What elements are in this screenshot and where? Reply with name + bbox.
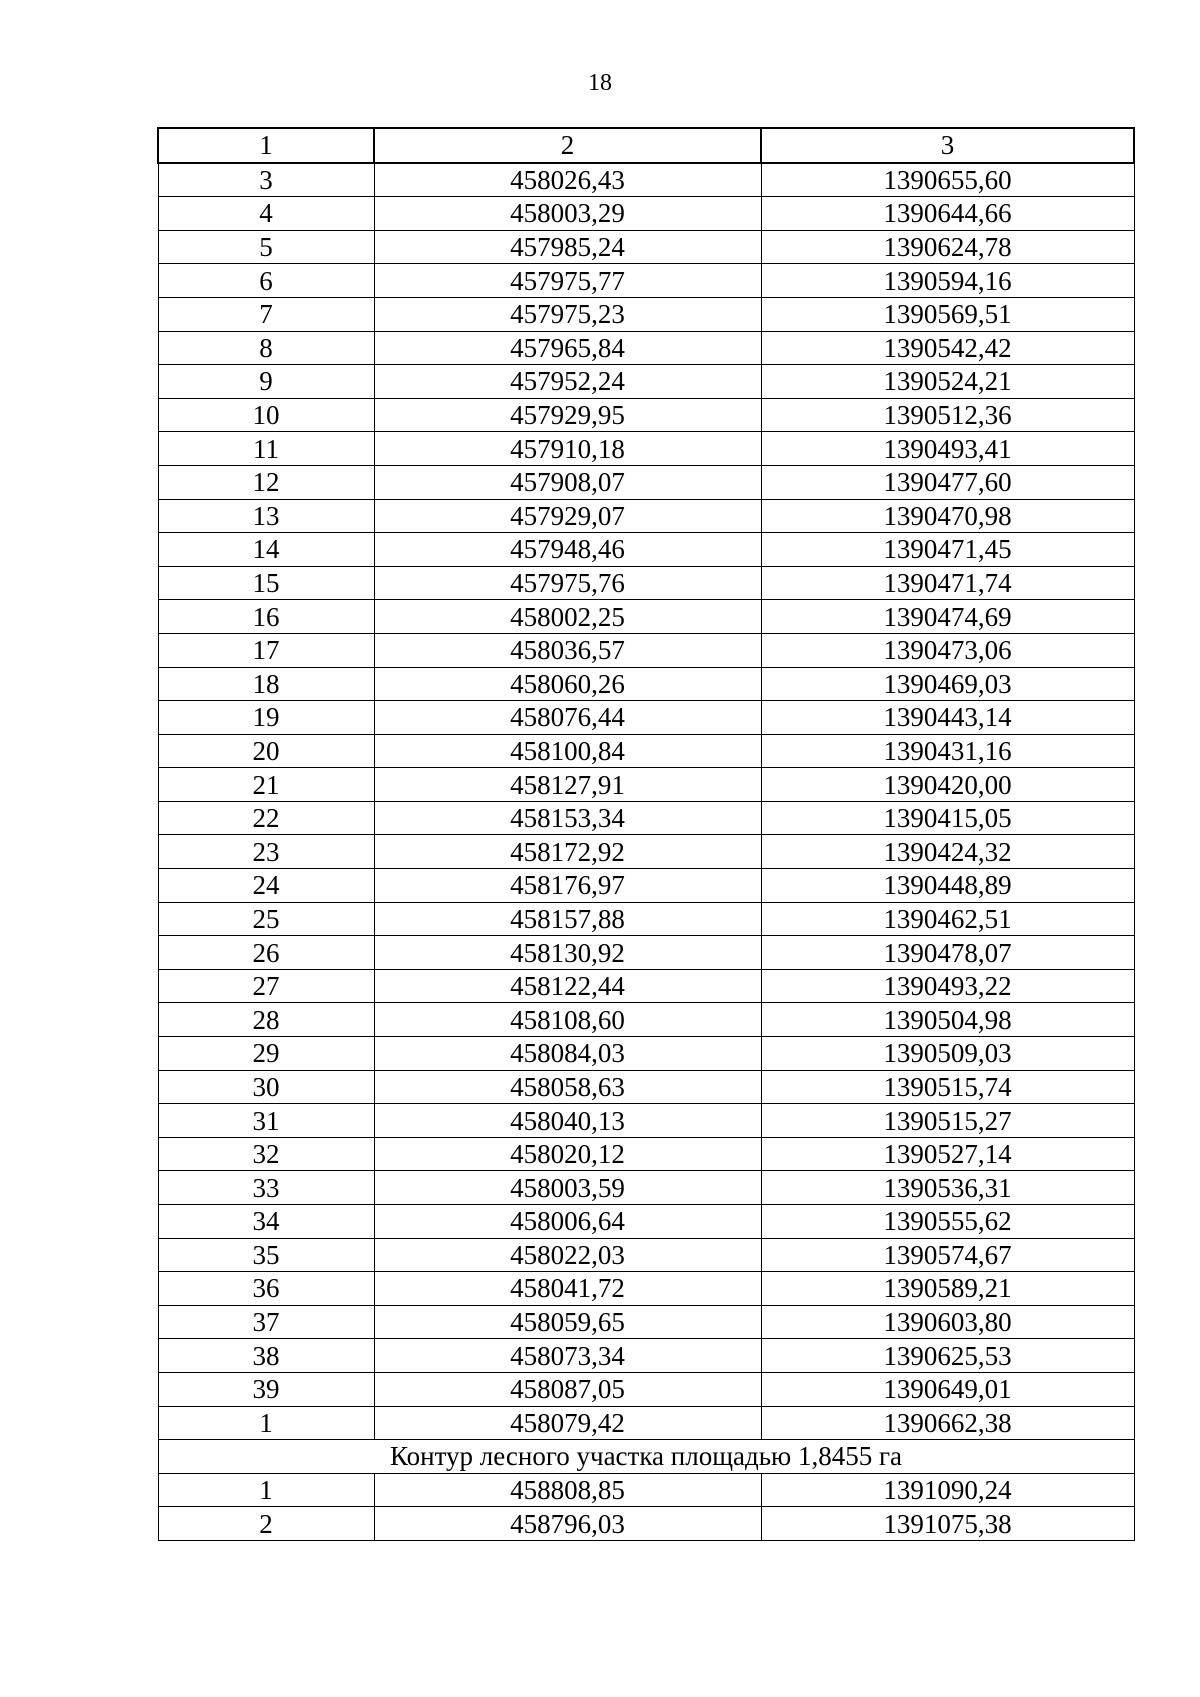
x-coordinate-cell: 458108,60: [374, 1003, 761, 1037]
x-coordinate-cell: 458087,05: [374, 1372, 761, 1406]
y-coordinate-cell: 1390603,80: [761, 1305, 1134, 1339]
x-coordinate-cell: 457929,07: [374, 499, 761, 533]
y-coordinate-cell: 1391075,38: [761, 1507, 1134, 1541]
x-coordinate-cell: 458079,42: [374, 1406, 761, 1440]
point-number-cell: 14: [158, 533, 374, 567]
y-coordinate-cell: 1390478,07: [761, 936, 1134, 970]
point-number-cell: 33: [158, 1171, 374, 1205]
y-coordinate-cell: 1390662,38: [761, 1406, 1134, 1440]
y-coordinate-cell: 1390625,53: [761, 1339, 1134, 1373]
table-row: [158, 499, 1134, 533]
y-coordinate-cell: 1390589,21: [761, 1272, 1134, 1306]
point-number-cell: 21: [158, 768, 374, 802]
y-coordinate-cell: 1390509,03: [761, 1037, 1134, 1071]
y-coordinate-cell: 1390555,62: [761, 1205, 1134, 1239]
x-coordinate-cell: 457948,46: [374, 533, 761, 567]
table-row: [158, 1507, 1134, 1541]
x-coordinate-cell: 458153,34: [374, 801, 761, 835]
point-number-cell: 19: [158, 701, 374, 735]
point-number-cell: 10: [158, 398, 374, 432]
point-number-cell: 16: [158, 600, 374, 634]
point-number-cell: 4: [158, 197, 374, 231]
point-number-cell: 38: [158, 1339, 374, 1373]
point-number-cell: 22: [158, 801, 374, 835]
x-coordinate-cell: 458100,84: [374, 734, 761, 768]
y-coordinate-cell: 1390470,98: [761, 499, 1134, 533]
x-coordinate-cell: 457985,24: [374, 230, 761, 264]
table-row: [158, 969, 1134, 1003]
table-row: [158, 1272, 1134, 1306]
x-coordinate-cell: 458020,12: [374, 1137, 761, 1171]
point-number-cell: 25: [158, 902, 374, 936]
table-row: [158, 163, 1134, 197]
header-cell-1: 1: [158, 128, 374, 163]
table-row: [158, 701, 1134, 735]
table-row: [158, 600, 1134, 634]
point-number-cell: 20: [158, 734, 374, 768]
point-number-cell: 17: [158, 633, 374, 667]
y-coordinate-cell: 1390524,21: [761, 365, 1134, 399]
table-row: [158, 902, 1134, 936]
table-row: [158, 566, 1134, 600]
x-coordinate-cell: 458172,92: [374, 835, 761, 869]
table-header-row: [158, 128, 1134, 163]
table-row: [158, 1137, 1134, 1171]
point-number-cell: 6: [158, 264, 374, 298]
y-coordinate-cell: 1390431,16: [761, 734, 1134, 768]
x-coordinate-cell: 457908,07: [374, 465, 761, 499]
y-coordinate-cell: 1390594,16: [761, 264, 1134, 298]
x-coordinate-cell: 458006,64: [374, 1205, 761, 1239]
section-title-row: [158, 1440, 1134, 1474]
table-row: [158, 633, 1134, 667]
point-number-cell: 29: [158, 1037, 374, 1071]
x-coordinate-cell: 458076,44: [374, 701, 761, 735]
point-number-cell: 3: [158, 163, 374, 197]
table-row: [158, 835, 1134, 869]
table-row: [158, 936, 1134, 970]
table-row: [158, 1473, 1134, 1507]
point-number-cell: 26: [158, 936, 374, 970]
x-coordinate-cell: 458127,91: [374, 768, 761, 802]
x-coordinate-cell: 458026,43: [374, 163, 761, 197]
table-row: [158, 432, 1134, 466]
header-cell-2: 2: [374, 128, 761, 163]
x-coordinate-cell: 458084,03: [374, 1037, 761, 1071]
y-coordinate-cell: 1390512,36: [761, 398, 1134, 432]
table-row: [158, 365, 1134, 399]
point-number-cell: 28: [158, 1003, 374, 1037]
x-coordinate-cell: 457929,95: [374, 398, 761, 432]
point-number-cell: 37: [158, 1305, 374, 1339]
table-row: [158, 667, 1134, 701]
point-number-cell: 36: [158, 1272, 374, 1306]
page-number: 18: [588, 70, 612, 96]
x-coordinate-cell: 457910,18: [374, 432, 761, 466]
y-coordinate-cell: 1390415,05: [761, 801, 1134, 835]
x-coordinate-cell: 458059,65: [374, 1305, 761, 1339]
point-number-cell: 5: [158, 230, 374, 264]
table-row: [158, 1238, 1134, 1272]
y-coordinate-cell: 1390624,78: [761, 230, 1134, 264]
point-number-cell: 39: [158, 1372, 374, 1406]
table-row: [158, 533, 1134, 567]
y-coordinate-cell: 1390443,14: [761, 701, 1134, 735]
point-number-cell: 1: [158, 1406, 374, 1440]
x-coordinate-cell: 458796,03: [374, 1507, 761, 1541]
x-coordinate-cell: 458122,44: [374, 969, 761, 1003]
y-coordinate-cell: 1390473,06: [761, 633, 1134, 667]
point-number-cell: 9: [158, 365, 374, 399]
x-coordinate-cell: 458003,59: [374, 1171, 761, 1205]
y-coordinate-cell: 1390469,03: [761, 667, 1134, 701]
y-coordinate-cell: 1390527,14: [761, 1137, 1134, 1171]
x-coordinate-cell: 457952,24: [374, 365, 761, 399]
x-coordinate-cell: 457975,76: [374, 566, 761, 600]
table-row: [158, 465, 1134, 499]
x-coordinate-cell: 458157,88: [374, 902, 761, 936]
point-number-cell: 27: [158, 969, 374, 1003]
y-coordinate-cell: 1390649,01: [761, 1372, 1134, 1406]
x-coordinate-cell: 457975,23: [374, 297, 761, 331]
x-coordinate-cell: 458036,57: [374, 633, 761, 667]
x-coordinate-cell: 458041,72: [374, 1272, 761, 1306]
point-number-cell: 30: [158, 1070, 374, 1104]
y-coordinate-cell: 1390644,66: [761, 197, 1134, 231]
point-number-cell: 11: [158, 432, 374, 466]
y-coordinate-cell: 1390574,67: [761, 1238, 1134, 1272]
x-coordinate-cell: 458808,85: [374, 1473, 761, 1507]
y-coordinate-cell: 1390536,31: [761, 1171, 1134, 1205]
y-coordinate-cell: 1390542,42: [761, 331, 1134, 365]
y-coordinate-cell: 1390569,51: [761, 297, 1134, 331]
x-coordinate-cell: 458130,92: [374, 936, 761, 970]
table-row: [158, 1372, 1134, 1406]
y-coordinate-cell: 1390471,45: [761, 533, 1134, 567]
y-coordinate-cell: 1390655,60: [761, 163, 1134, 197]
point-number-cell: 18: [158, 667, 374, 701]
point-number-cell: 31: [158, 1104, 374, 1138]
x-coordinate-cell: 458176,97: [374, 869, 761, 903]
point-number-cell: 12: [158, 465, 374, 499]
point-number-cell: 7: [158, 297, 374, 331]
x-coordinate-cell: 458003,29: [374, 197, 761, 231]
table-row: [158, 801, 1134, 835]
header-cell-3: 3: [761, 128, 1134, 163]
table-row: [158, 230, 1134, 264]
point-number-cell: 13: [158, 499, 374, 533]
x-coordinate-cell: 458060,26: [374, 667, 761, 701]
section-title: Контур лесного участка площадью 1,8455 га: [158, 1440, 1134, 1474]
x-coordinate-cell: 458058,63: [374, 1070, 761, 1104]
coordinates-table: [157, 127, 1135, 1541]
y-coordinate-cell: 1390477,60: [761, 465, 1134, 499]
y-coordinate-cell: 1390420,00: [761, 768, 1134, 802]
table-row: [158, 331, 1134, 365]
table-row: [158, 734, 1134, 768]
x-coordinate-cell: 458002,25: [374, 600, 761, 634]
table-row: [158, 1205, 1134, 1239]
table-row: [158, 1104, 1134, 1138]
table-row: [158, 869, 1134, 903]
table-row: [158, 398, 1134, 432]
y-coordinate-cell: 1390504,98: [761, 1003, 1134, 1037]
x-coordinate-cell: 457965,84: [374, 331, 761, 365]
point-number-cell: 35: [158, 1238, 374, 1272]
point-number-cell: 32: [158, 1137, 374, 1171]
point-number-cell: 34: [158, 1205, 374, 1239]
table-row: [158, 1305, 1134, 1339]
point-number-cell: 1: [158, 1473, 374, 1507]
y-coordinate-cell: 1390493,41: [761, 432, 1134, 466]
y-coordinate-cell: 1391090,24: [761, 1473, 1134, 1507]
table-row: [158, 1171, 1134, 1205]
y-coordinate-cell: 1390515,27: [761, 1104, 1134, 1138]
x-coordinate-cell: 457975,77: [374, 264, 761, 298]
table-row: [158, 197, 1134, 231]
point-number-cell: 8: [158, 331, 374, 365]
x-coordinate-cell: 458040,13: [374, 1104, 761, 1138]
point-number-cell: 2: [158, 1507, 374, 1541]
table-row: [158, 1070, 1134, 1104]
y-coordinate-cell: 1390515,74: [761, 1070, 1134, 1104]
y-coordinate-cell: 1390448,89: [761, 869, 1134, 903]
table-row: [158, 1339, 1134, 1373]
y-coordinate-cell: 1390424,32: [761, 835, 1134, 869]
x-coordinate-cell: 458073,34: [374, 1339, 761, 1373]
y-coordinate-cell: 1390474,69: [761, 600, 1134, 634]
table-row: [158, 1003, 1134, 1037]
table-row: [158, 1406, 1134, 1440]
table-row: [158, 297, 1134, 331]
y-coordinate-cell: 1390462,51: [761, 902, 1134, 936]
y-coordinate-cell: 1390471,74: [761, 566, 1134, 600]
point-number-cell: 23: [158, 835, 374, 869]
table-row: [158, 264, 1134, 298]
table-row: [158, 768, 1134, 802]
y-coordinate-cell: 1390493,22: [761, 969, 1134, 1003]
table-row: [158, 1037, 1134, 1071]
point-number-cell: 24: [158, 869, 374, 903]
point-number-cell: 15: [158, 566, 374, 600]
x-coordinate-cell: 458022,03: [374, 1238, 761, 1272]
